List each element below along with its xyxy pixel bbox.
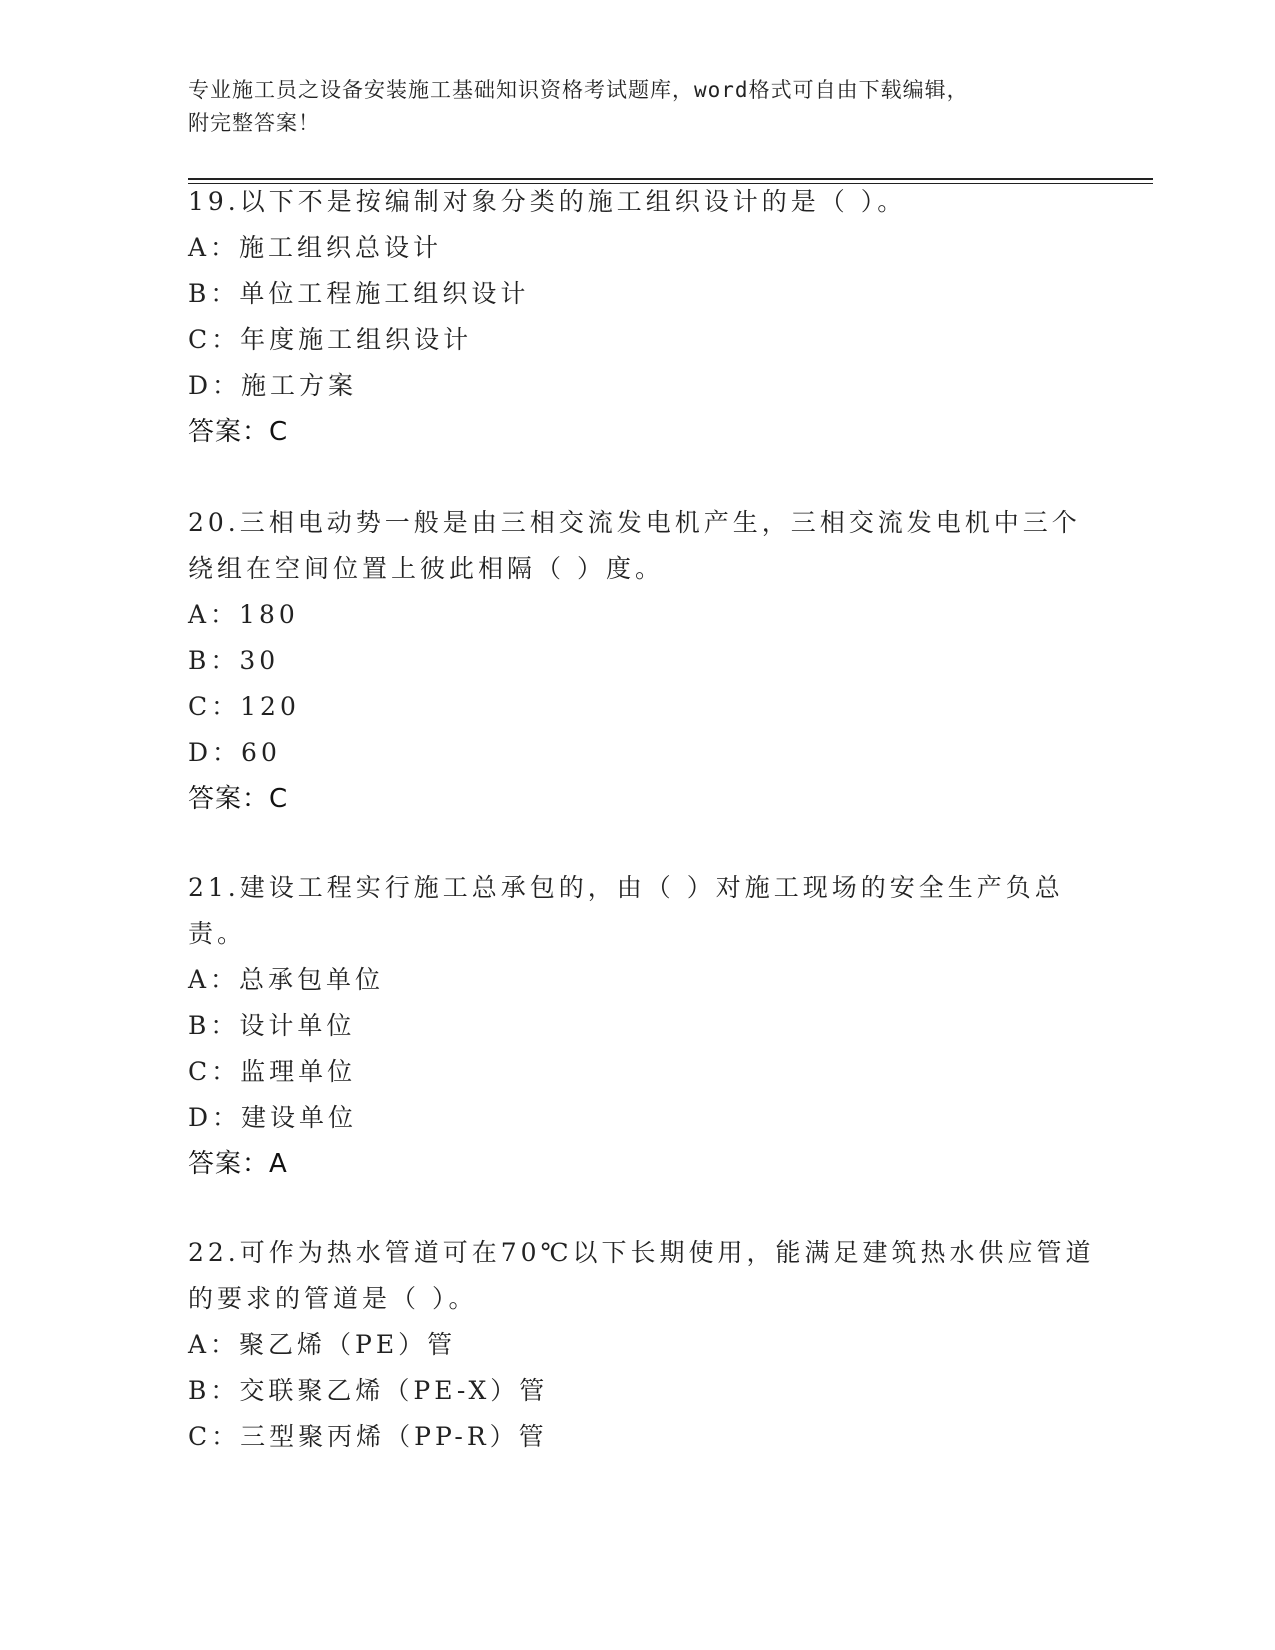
question-20 <box>188 500 1088 822</box>
option-c: C：监理单位 <box>188 1057 357 1086</box>
option-b: B：30 <box>188 646 280 675</box>
option-d: D：建设单位 <box>188 1103 358 1132</box>
option-d: D：施工方案 <box>188 371 358 400</box>
option-d: D：60 <box>188 738 281 767</box>
option-c: C：年度施工组织设计 <box>188 325 473 354</box>
option-b: B：设计单位 <box>188 1011 356 1040</box>
header-line: 专业施工员之设备安装施工基础知识资格考试题库，word格式可自由下载编辑， <box>188 78 969 102</box>
question-stem: 绕组在空间位置上彼此相隔（ ）度。 <box>188 554 664 583</box>
question-stem: 20.三相电动势一般是由三相交流发电机产生，三相交流发电机中三个 <box>188 508 1081 537</box>
option-c: C：三型聚丙烯（PP-R）管 <box>188 1422 548 1451</box>
option-b: B：单位工程施工组织设计 <box>188 279 530 308</box>
document-header <box>188 74 1088 140</box>
option-a: A：总承包单位 <box>188 965 385 994</box>
answer: 答案：C <box>188 784 289 814</box>
question-stem: 22.可作为热水管道可在70℃以下长期使用，能满足建筑热水供应管道 <box>188 1238 1095 1267</box>
answer: 答案：C <box>188 417 289 447</box>
question-21 <box>188 865 1088 1187</box>
option-a: A：180 <box>188 600 299 629</box>
answer: 答案：A <box>188 1149 288 1179</box>
question-stem: 19.以下不是按编制对象分类的施工组织设计的是（ ）。 <box>188 187 907 216</box>
header-line: 附完整答案！ <box>188 111 320 135</box>
option-a: A：施工组织总设计 <box>188 233 443 262</box>
question-stem: 21.建设工程实行施工总承包的，由（ ）对施工现场的安全生产负总 <box>188 873 1064 902</box>
option-b: B：交联聚乙烯（PE-X）管 <box>188 1376 549 1405</box>
question-19 <box>188 179 1088 455</box>
question-stem: 的要求的管道是（ ）。 <box>188 1284 478 1313</box>
option-a: A：聚乙烯（PE）管 <box>188 1330 457 1359</box>
option-c: C：120 <box>188 692 300 721</box>
question-stem: 责。 <box>188 919 247 948</box>
question-22 <box>188 1230 1095 1460</box>
